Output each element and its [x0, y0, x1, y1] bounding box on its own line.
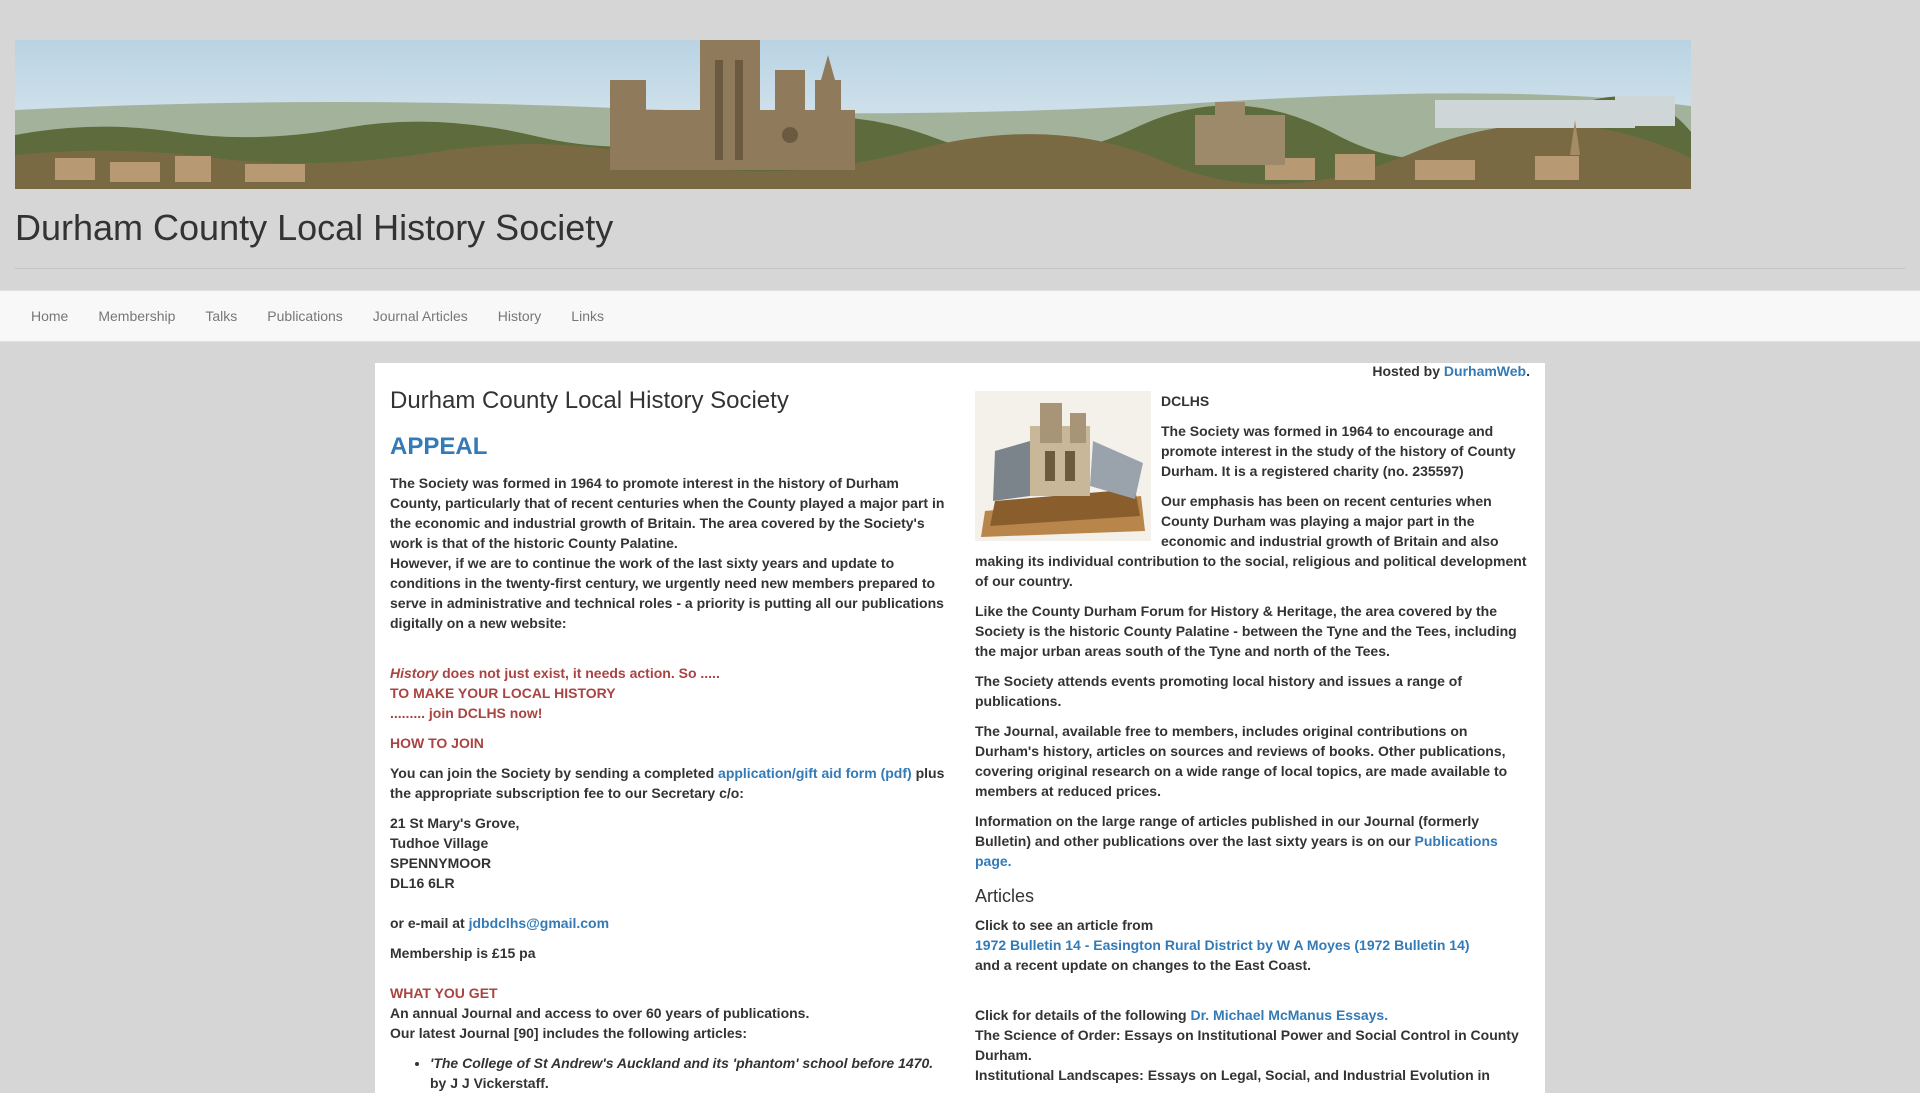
benefit-1: An annual Journal and access to over 60 years of publications.: [390, 1005, 810, 1021]
header-banner-image: [15, 40, 1691, 189]
benefit-2: Our latest Journal [90] includes the following articles:: [390, 1025, 748, 1041]
main-content: [375, 363, 1545, 1093]
spacer: [390, 643, 945, 663]
address-line-2: Tudhoe Village: [390, 835, 489, 851]
nav-item-home[interactable]: Home: [31, 308, 69, 324]
main-navbar: [0, 290, 1920, 342]
right-paragraph-4: The Society attends events promoting local history and issues a range of publications.: [975, 673, 1463, 709]
hosted-suffix: .: [1526, 363, 1530, 379]
essays-line: [975, 1005, 1530, 1025]
membership-fee: Membership is £15 pa: [390, 945, 536, 961]
what-you-get-heading: WHAT YOU GET: [390, 985, 498, 1001]
right-paragraph-5: The Journal, available free to members, includes original contributions on Durham's history, articles on sources and reviews of books. Other publications, covering original research on a wide range of local topics, are made available to members at reduced prices.: [975, 723, 1508, 799]
nav-item-links[interactable]: Links: [571, 308, 604, 324]
essays-prefix: Click for details of the following: [975, 1007, 1191, 1023]
bulletin-article-link[interactable]: 1972 Bulletin 14 - Easington Rural District by W A Moyes (1972 Bulletin 14): [975, 937, 1470, 953]
email-link[interactable]: jdbdclhs@gmail.com: [468, 915, 610, 931]
email-prefix: or e-mail at: [390, 915, 469, 931]
spacer: [390, 963, 945, 983]
article-author: by J J Vickerstaff.: [430, 1075, 549, 1091]
join-prefix: You can join the Society by sending a completed: [390, 765, 719, 781]
left-column: [390, 377, 945, 1093]
address-line-1: 21 St Mary's Grove,: [390, 815, 520, 831]
address-line-3: SPENNYMOOR: [390, 855, 492, 871]
nav-item-journal-articles[interactable]: Journal Articles: [372, 308, 468, 324]
essays-link[interactable]: Dr. Michael McManus Essays.: [1190, 1007, 1389, 1023]
right-paragraph-3: Like the County Durham Forum for History & Heritage, the area covered by the Society is the historic County Palatine - between the Tyne and the Tees, including the major urban areas south of the Tyne and north of the Tees.: [975, 603, 1517, 659]
click-article-text: Click to see an article from: [975, 917, 1154, 933]
hosted-by: [1372, 363, 1530, 379]
hosted-prefix: Hosted by: [1372, 363, 1444, 379]
right-paragraph-2: Our emphasis has been on recent centuries when County Durham was playing a major part in the economic and industrial growth of Britain and also making its individual contribution to the social, religious and political development of our country.: [975, 493, 1527, 589]
appeal-heading: APPEAL: [390, 433, 488, 460]
address-line-4: DL16 6LR: [390, 875, 455, 891]
spacer: [390, 893, 945, 913]
slogan-rest: does not just exist, it needs action. So .....: [438, 665, 720, 681]
email-line: [390, 913, 945, 933]
join-suffix: plus the appropriate subscription fee to our Secretary c/o:: [390, 765, 945, 801]
appeal-paragraph-1: The Society was formed in 1964 to promote interest in the history of Durham County, particularly that of recent centuries when the County played a major part in the economic and industrial growth of Britain. The area covered by the Society's work is that of the historic County Palatine.: [390, 475, 945, 551]
right-paragraph-6: [975, 811, 1530, 871]
article-title: 'The College of St Andrew's Auckland and its 'phantom' school before 1470.: [430, 1055, 934, 1071]
essay-2: Institutional Landscapes: Essays on Legal, Social, and Industrial Evolution in: [975, 1067, 1490, 1083]
appeal-paragraph-2: However, if we are to continue the work of the last sixty years and update to conditions in the twenty-first century, we urgently need new members prepared to serve in administrative and technical roles - a priority is putting all our publications digitally on a new website:: [390, 555, 944, 631]
publications-prefix: Information on the large range of articles published in our Journal (formerly Bulletin) and other publications over the last sixty years is on our: [975, 813, 1480, 849]
slogan-line-2: TO MAKE YOUR LOCAL HISTORY: [390, 685, 616, 701]
slogan-line-3: ......... join DCLHS now!: [390, 705, 543, 721]
nav-item-membership[interactable]: Membership: [98, 308, 176, 324]
right-paragraph-1: The Society was formed in 1964 to encourage and promote interest in the study of the history of County Durham. It is a registered charity (no. 235597): [1161, 423, 1516, 479]
nav-item-history[interactable]: History: [497, 308, 542, 324]
latest-articles-list: [390, 1053, 945, 1093]
right-column: [975, 391, 1530, 1085]
publications-page-link[interactable]: Publications page.: [975, 833, 1498, 869]
spacer: [975, 985, 1530, 1005]
dclhs-label: DCLHS: [1161, 393, 1210, 409]
slogan-line-1: [390, 663, 945, 683]
application-form-link[interactable]: application/gift aid form (pdf): [718, 765, 912, 781]
page-heading: Durham County Local History Society: [390, 387, 789, 414]
list-item: [430, 1053, 945, 1093]
nav-item-publications[interactable]: Publications: [267, 308, 343, 324]
nav-item-talks[interactable]: Talks: [205, 308, 238, 324]
durhamweb-link[interactable]: DurhamWeb: [1443, 363, 1527, 379]
how-to-join-heading: HOW TO JOIN: [390, 735, 484, 751]
slogan-history: History: [390, 665, 439, 681]
site-title: Durham County Local History Society: [15, 207, 614, 248]
join-instructions: [390, 763, 945, 803]
article-update-text: and a recent update on changes to the East Coast.: [975, 957, 1312, 973]
title-divider: [15, 268, 1905, 269]
cathedral-model-image: [975, 391, 1151, 541]
essay-1: The Science of Order: Essays on Institutional Power and Social Control in County Durham.: [975, 1027, 1519, 1063]
articles-heading: Articles: [975, 886, 1035, 906]
